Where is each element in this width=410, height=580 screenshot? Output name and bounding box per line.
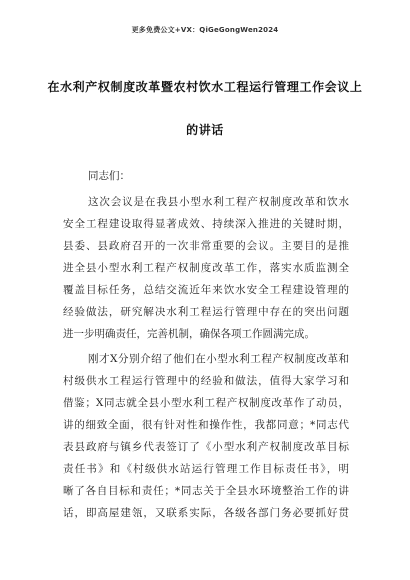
body-line: 经验做法，研究解决水利工程运行管理中存在的突出问题 bbox=[63, 306, 349, 318]
body-line: 进全县小型水利工程产权制度改革工作，落实水质监测全 bbox=[63, 262, 349, 274]
body-line: 安全工程建设取得显著成效、持续深入推进的关键时期， bbox=[63, 218, 349, 230]
document-title-line-2: 的讲话 bbox=[186, 123, 224, 137]
body-line: 县委、县政府召开的一次非常重要的会议。主要目的是推 bbox=[63, 240, 349, 252]
header-note: 更多免费公文+VX：QiGeGongWen2024 bbox=[131, 26, 279, 34]
body-line: 村级供水工程运行管理中的经验和做法，值得大家学习和 bbox=[63, 375, 349, 387]
body-line: 刚才X分别介绍了他们在小型水利工程产权制度改革和 bbox=[88, 353, 349, 365]
body-line: 责任书》和《村级供水站运行管理工作目标责任书》，明 bbox=[63, 463, 349, 475]
body-line: 进一步明确责任，完善机制，确保各项工作圆满完成。 bbox=[63, 328, 315, 340]
body-line: 表县政府与镇乡代表签订了《小型水利产权制度改革目标 bbox=[63, 441, 349, 453]
document-title-line-1: 在水利产权制度改革暨农村饮水工程运行管理工作会议上 bbox=[47, 80, 363, 94]
body-line: 覆盖目标任务，总结交流近年来饮水安全工程建设管理的 bbox=[63, 284, 349, 296]
body-line: 这次会议是在我县小型水利工程产权制度改革和饮水 bbox=[88, 196, 349, 208]
body-line: 讲的细致全面，很有针对性和操作性，我都同意；*同志代 bbox=[63, 419, 349, 431]
body-line: 晰了各自目标和责任；*同志关于全县水环境整治工作的讲 bbox=[63, 485, 349, 497]
salutation: 同志们： bbox=[88, 170, 130, 182]
body-line: 借鉴；X同志就全县小型水利工程产权制度改革作了动员， bbox=[63, 397, 349, 409]
body-line: 话，即高屋建瓴，又联系实际，各级各部门务必要抓好贯 bbox=[63, 507, 349, 519]
